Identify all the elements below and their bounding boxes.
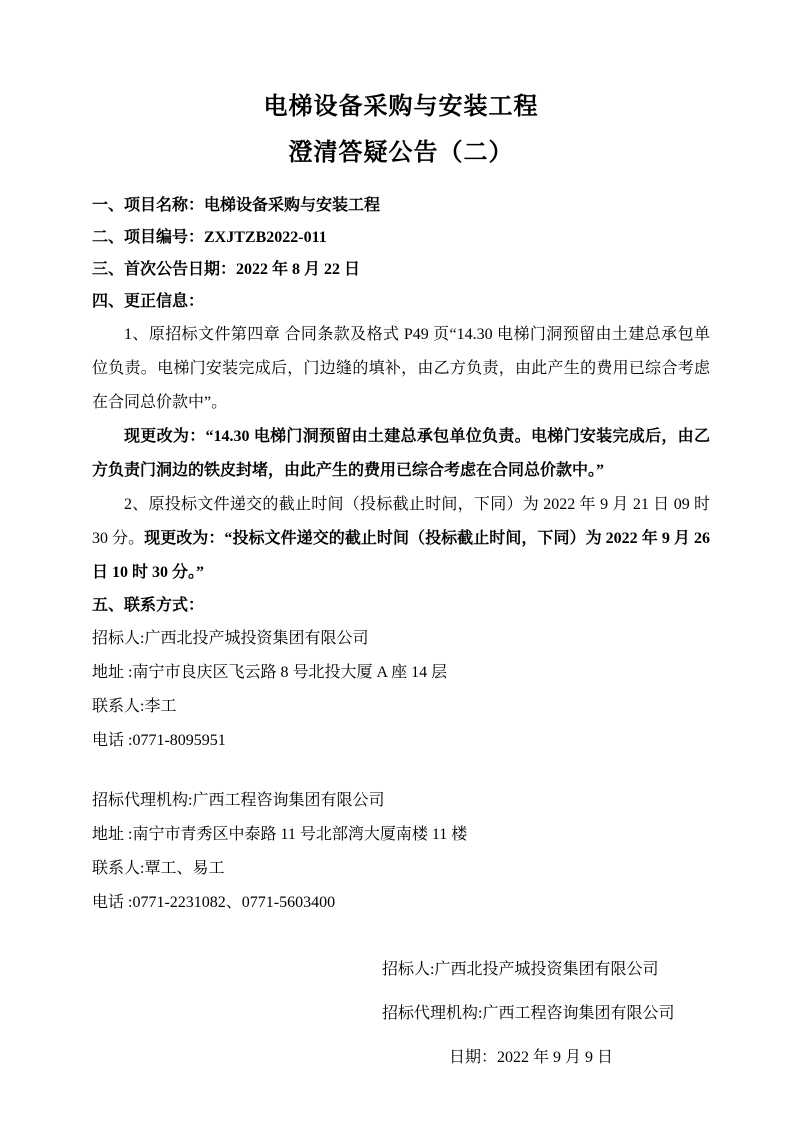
document-title: [92, 84, 710, 176]
tenderer-person: 联系人:李工: [92, 698, 177, 715]
correction2-revised: 现更改为：“投标文件递交的截止时间（投标截止时间，下同）为 2022 年 9 月 26 日 10 时 30 分。”: [92, 530, 710, 581]
signature-tenderer: 招标人:广西北投产城投资集团有限公司: [382, 961, 659, 978]
tenderer-address: 地址 :南宁市良庆区飞云路 8 号北投大厦 A 座 14 层: [92, 664, 448, 681]
agency-contact-block: [92, 784, 710, 920]
correction2: [92, 488, 710, 590]
numbered-items: [92, 190, 710, 318]
agency-address: 地址 :南宁市青秀区中泰路 11 号北部湾大厦南楼 11 楼: [92, 826, 468, 843]
agency-name: 招标代理机构:广西工程咨询集团有限公司: [92, 792, 385, 809]
item-project-number: 二、项目编号：ZXJTZB2022-011: [92, 229, 327, 246]
document-title-line2: 澄清答疑公告（二）: [288, 140, 514, 166]
signature-block: [382, 948, 710, 1080]
agency-person: 联系人:覃工、易工: [92, 860, 225, 877]
correction2-original: 2、原投标文件递交的截止时间（投标截止时间，下同）为 2022 年 9 月 21 日 09 时 30 分。: [92, 496, 710, 547]
correction-section: [92, 318, 710, 590]
tenderer-phone: 电话 :0771-8095951: [92, 732, 226, 749]
item-project-name: 一、项目名称：电梯设备采购与安装工程: [92, 197, 381, 214]
block-gap: [92, 758, 710, 784]
correction1-revised: 现更改为：“14.30 电梯门洞预留由土建总承包单位负责。电梯门安装完成后，由乙方负责门洞边的铁皮封堵，由此产生的费用已综合考虑在合同总价款中。”: [92, 428, 710, 479]
tenderer-name: 招标人:广西北投产城投资集团有限公司: [92, 630, 369, 647]
item-first-notice-date: 三、首次公告日期：2022 年 8 月 22 日: [92, 261, 361, 278]
item-correction-heading: 四、更正信息：: [92, 293, 205, 310]
signature-agency: 招标代理机构:广西工程咨询集团有限公司: [382, 1005, 675, 1022]
contact-heading: 五、联系方式：: [92, 597, 205, 614]
tenderer-contact-block: [92, 622, 710, 758]
correction1-original: 1、原招标文件第四章 合同条款及格式 P49 页“14.30 电梯门洞预留由土建总承包单位负责。电梯门安装完成后，门边缝的填补，由乙方负责，由此产生的费用已综合考虑在合同总价款中”。: [92, 326, 710, 411]
document-title-line1: 电梯设备采购与安装工程: [263, 94, 539, 120]
agency-phone: 电话 :0771-2231082、0771-5603400: [92, 894, 336, 911]
signature-date: 日期：2022 年 9 月 9 日: [449, 1049, 614, 1066]
